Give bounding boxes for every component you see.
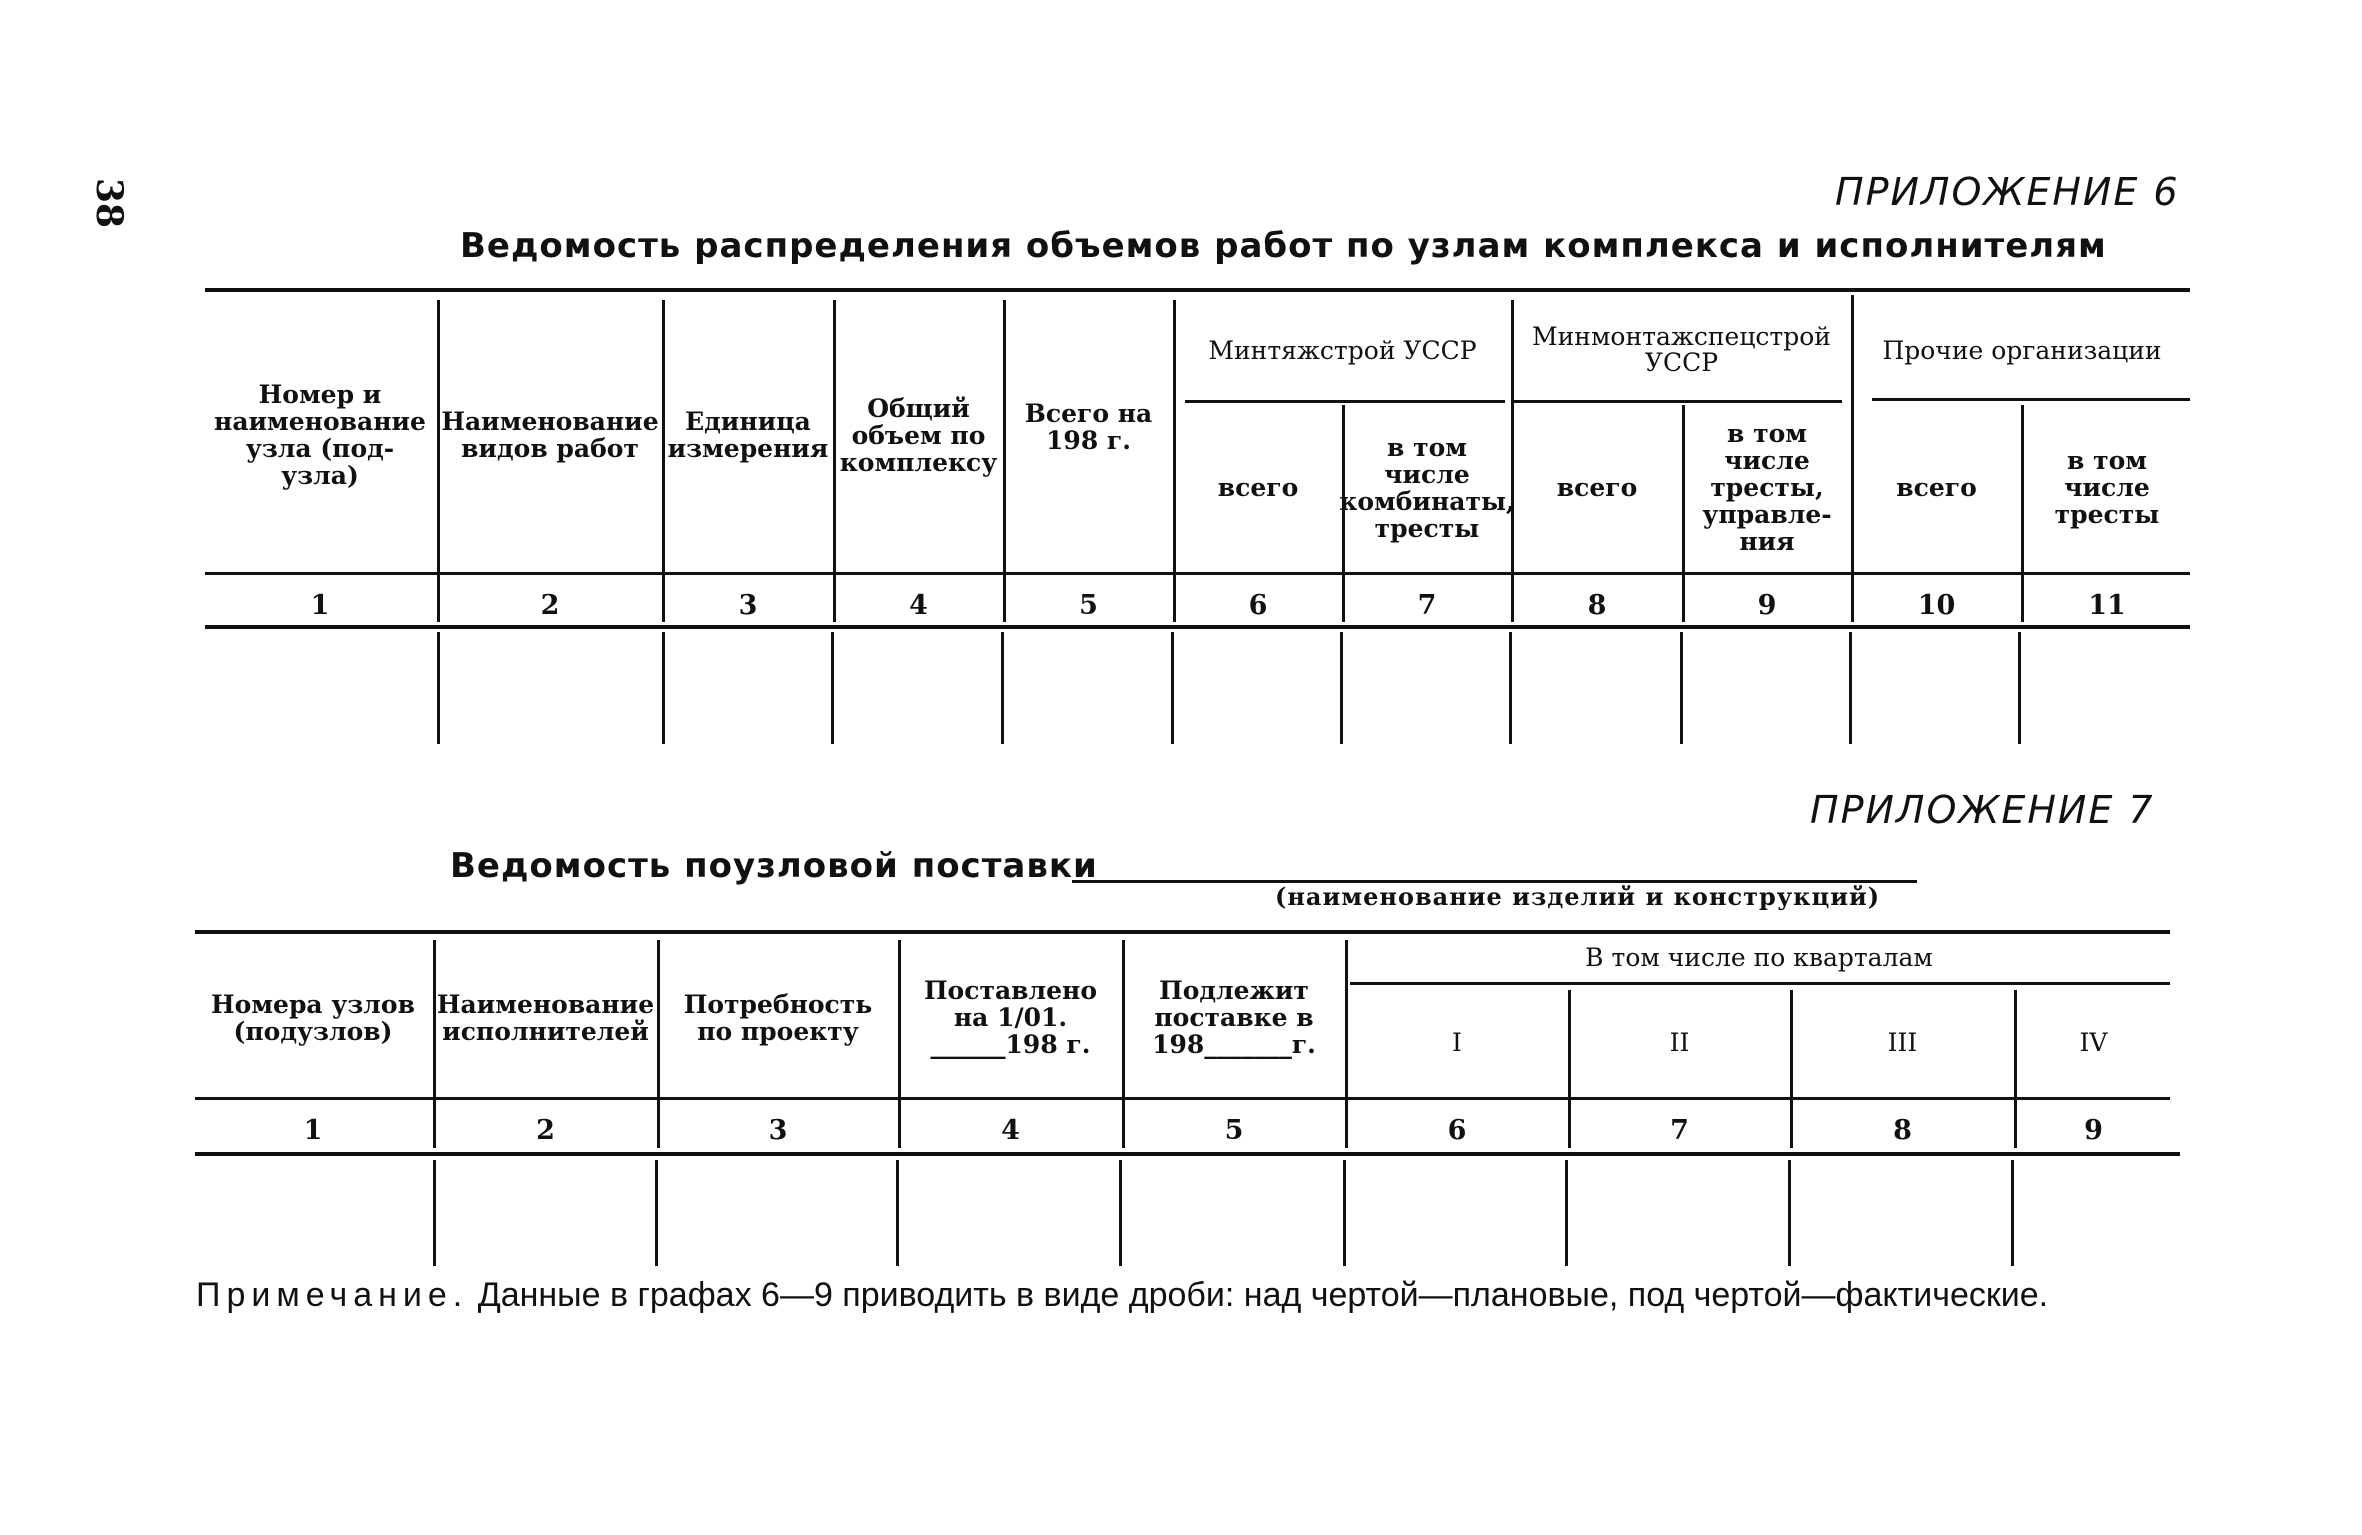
col-number: 11: [2088, 590, 2126, 621]
body-divider: [896, 1160, 899, 1266]
header-delivered: Поставлено на 1/01. ______198 г.: [923, 976, 1098, 1059]
col-number: 1: [303, 1115, 323, 1146]
col-number: 4: [909, 590, 928, 621]
body-divider: [1849, 632, 1852, 744]
footnote-label: Примечание.: [196, 1276, 469, 1314]
col-number: 9: [1757, 590, 1777, 621]
body-divider: [2011, 1160, 2014, 1266]
body-divider: [1509, 632, 1512, 744]
col-number: 2: [536, 1115, 555, 1146]
page-number: 38: [88, 178, 130, 229]
header-project-need: Потребность по проекту: [683, 989, 873, 1046]
col-number: 8: [1893, 1115, 1912, 1146]
header-bottom-rule: [205, 572, 2190, 575]
group-rule: [1185, 400, 1505, 403]
appendix-7-label: ПРИЛОЖЕНИЕ 7: [1810, 788, 2155, 832]
col-number: 5: [1079, 590, 1098, 621]
group-rule: [1872, 398, 2190, 401]
header-group-mintyazhstroy: Минтяжстрой УССР: [1208, 335, 1477, 365]
body-divider: [662, 632, 665, 744]
body-divider: [1119, 1160, 1122, 1266]
title-caption: (наименование изделий и конструкций): [1275, 882, 1881, 911]
body-divider: [1680, 632, 1683, 744]
body-divider: [1565, 1160, 1568, 1266]
header-node-number: Номер и наименование узла (под- узла): [214, 380, 426, 490]
header-group-quarters: В том числе по кварталам: [1585, 943, 1933, 972]
header-col-8: всего: [1556, 473, 1638, 502]
header-col-10: всего: [1896, 473, 1977, 502]
header-quarter-2: II: [1669, 1028, 1690, 1057]
col-number: 7: [1417, 590, 1437, 621]
header-col-11: в том числе тресты: [2054, 446, 2160, 529]
body-divider: [433, 1160, 436, 1266]
header-quarter-1: I: [1452, 1028, 1462, 1057]
body-divider: [1001, 632, 1004, 744]
col-number: 2: [540, 590, 560, 621]
col-number: 5: [1224, 1115, 1244, 1146]
col-number: 8: [1587, 590, 1607, 621]
header-group-other: Прочие организации: [1882, 335, 2162, 365]
group-rule: [1350, 982, 2170, 985]
header-total-volume: Общий объем по комплексу: [839, 393, 998, 477]
body-divider: [831, 632, 834, 744]
body-divider: [1171, 632, 1174, 744]
body-divider: [1340, 632, 1343, 744]
header-to-deliver: Подлежит поставке в 198_______г.: [1152, 976, 1316, 1059]
body-divider: [1788, 1160, 1791, 1266]
body-divider: [437, 632, 440, 744]
header-bottom-rule: [195, 1097, 2170, 1100]
table-top-rule: [205, 288, 2190, 292]
appendix-6-label: ПРИЛОЖЕНИЕ 6: [1835, 170, 2180, 214]
header-unit: Единица измерения: [667, 407, 829, 463]
table-top-rule: [195, 930, 2170, 934]
col-number: 4: [1001, 1115, 1020, 1146]
header-group-minmontazh: Минмонтажспецстрой УССР: [1532, 322, 1831, 377]
header-quarter-4: IV: [2079, 1028, 2108, 1057]
appendix-6-title: Ведомость распределения объемов работ по узлам комплекса и исполнителям: [460, 226, 2107, 266]
header-col-7: в том числе комбинаты, тресты: [1339, 432, 1515, 543]
footnote: [126, 1275, 2106, 1315]
col-number: 1: [310, 590, 330, 621]
col-number: 9: [2084, 1115, 2103, 1146]
header-quarter-3: III: [1887, 1028, 1918, 1057]
appendix-7-title: Ведомость поузловой поставки: [450, 846, 1098, 886]
col-number: 3: [738, 590, 758, 621]
group-rule: [1512, 400, 1842, 403]
col-number: 7: [1670, 1115, 1689, 1146]
header-executors: Наименование исполнителей: [436, 989, 655, 1046]
numbers-bottom-rule: [195, 1152, 2180, 1156]
col-number: 10: [1917, 590, 1956, 621]
numbers-bottom-rule: [205, 625, 2190, 629]
body-divider: [2018, 632, 2021, 744]
footnote-text: Данные в графах 6—9 приводить в виде дроби: над чертой—плановые, под чертой—фактические.: [468, 1276, 2049, 1314]
body-divider: [655, 1160, 658, 1266]
col-number: 6: [1248, 590, 1268, 621]
col-number: 6: [1447, 1115, 1467, 1146]
header-total-year: Всего на 198 г.: [1024, 399, 1153, 455]
header-node-numbers: Номера узлов (подузлов): [211, 989, 415, 1046]
body-divider: [1343, 1160, 1346, 1266]
col-number: 3: [768, 1115, 788, 1146]
header-col-9: в том числе тресты, управле- ния: [1702, 419, 1832, 556]
header-col-6: всего: [1217, 473, 1299, 502]
header-work-types: Наименование видов работ: [441, 407, 659, 463]
